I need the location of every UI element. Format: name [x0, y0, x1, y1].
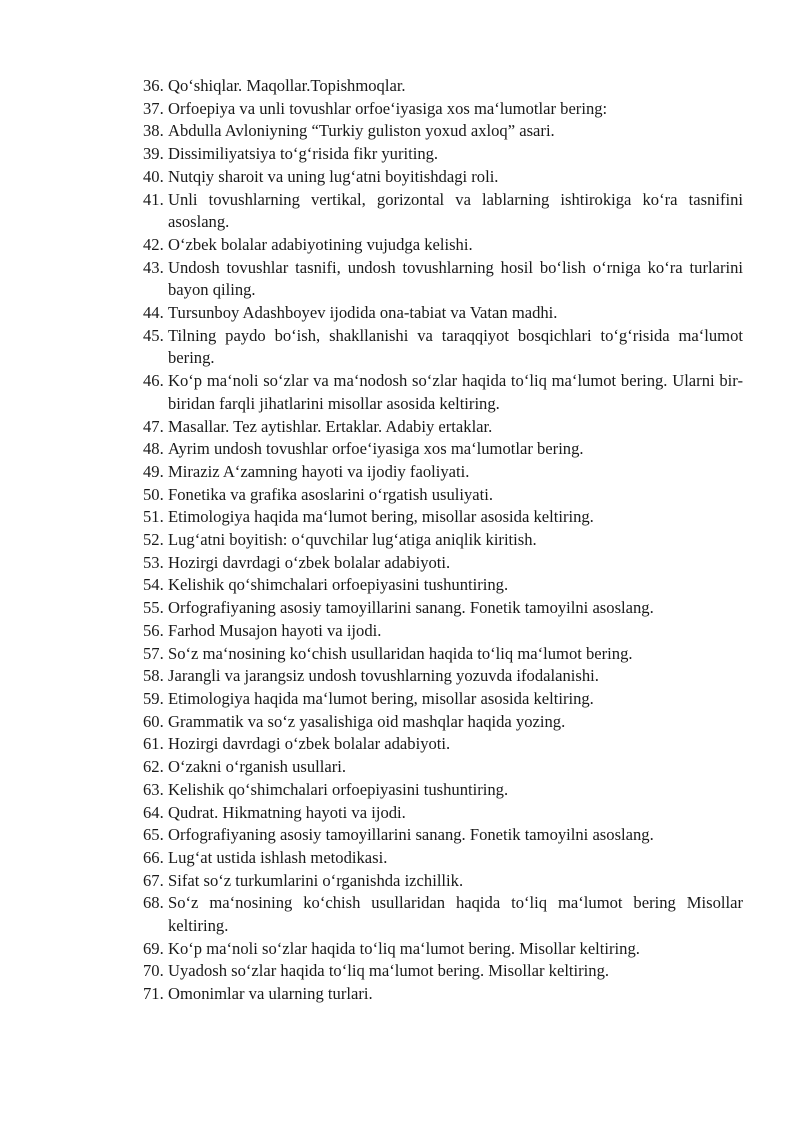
question-number: 65. [143, 825, 164, 845]
question-number: 62. [143, 757, 164, 777]
question-number: 63. [143, 779, 164, 799]
question-number: 54. [143, 575, 164, 595]
question-item [143, 983, 743, 1006]
question-number: 46. [143, 371, 164, 391]
question-item [143, 120, 743, 143]
question-text: Abdulla Avloniyning “Turkiy guliston yoxud axloq” asari. [168, 121, 555, 141]
question-number: 57. [143, 643, 164, 663]
question-item [143, 370, 743, 415]
question-item [143, 665, 743, 688]
question-text: Jarangli va jarangsiz undosh tovushlarning yozuvda ifodalanishi. [168, 666, 599, 686]
question-item [143, 847, 743, 870]
question-number: 52. [143, 530, 164, 550]
question-text: Masallar. Tez aytishlar. Ertaklar. Adabiy ertaklar. [168, 416, 493, 436]
question-item [143, 143, 743, 166]
question-text: Sifat so‘z turkumlarini o‘rganishda izchillik. [168, 870, 464, 890]
question-number: 56. [143, 620, 164, 640]
question-number: 71. [143, 984, 164, 1004]
question-item [143, 75, 743, 98]
question-number: 36. [143, 76, 164, 95]
question-item [143, 960, 743, 983]
question-number: 45. [143, 325, 164, 345]
question-text: Lug‘at ustida ishlash metodikasi. [168, 847, 388, 867]
question-number: 42. [143, 234, 164, 254]
question-item [143, 643, 743, 666]
question-text: Tilning paydo bo‘ish, shakllanishi va taraqqiyot bosqichlari to‘g‘risida ma‘lumot bering. [168, 325, 743, 368]
question-text: Grammatik va so‘z yasalishiga oid mashqlar haqida yozing. [168, 711, 566, 731]
question-number: 41. [143, 189, 164, 209]
question-item [143, 98, 743, 121]
question-item [143, 620, 743, 643]
question-item [143, 802, 743, 825]
question-number: 55. [143, 598, 164, 618]
question-item [143, 416, 743, 439]
question-item [143, 484, 743, 507]
question-item [143, 461, 743, 484]
question-text: Hozirgi davrdagi o‘zbek bolalar adabiyoti. [168, 552, 451, 572]
question-text: Lug‘atni boyitish: o‘quvchilar lug‘atiga aniqlik kiritish. [168, 530, 537, 550]
question-text: Orfoepiya va unli tovushlar orfoe‘iyasiga xos ma‘lumotlar bering: [168, 98, 608, 118]
question-item [143, 870, 743, 893]
question-text: Unli tovushlarning vertikal, gorizontal va lablarning ishtirokiga ko‘ra tasnifini asoslang. [168, 189, 743, 232]
question-number: 69. [143, 938, 164, 958]
question-text: Uyadosh so‘zlar haqida to‘liq ma‘lumot bering. Misollar keltiring. [168, 961, 610, 981]
question-text: O‘zbek bolalar adabiyotining vujudga kelishi. [168, 234, 473, 254]
question-number: 44. [143, 303, 164, 323]
question-item [143, 733, 743, 756]
question-number: 51. [143, 507, 164, 527]
question-number: 40. [143, 166, 164, 186]
question-item [143, 506, 743, 529]
question-text: Ayrim undosh tovushlar orfoe‘iyasiga xos ma‘lumotlar bering. [168, 439, 584, 459]
question-item [143, 779, 743, 802]
question-number: 70. [143, 961, 164, 981]
question-text: O‘zakni o‘rganish usullari. [168, 757, 347, 777]
question-text: Ko‘p ma‘noli so‘zlar va ma‘nodosh so‘zlar haqida to‘liq ma‘lumot bering. Ularni bir-biridan farqli jihatlarini misollar asosida keltiring. [168, 371, 743, 413]
question-item [143, 325, 743, 370]
question-item [143, 756, 743, 779]
question-item [143, 438, 743, 461]
question-item [143, 189, 743, 234]
question-item [143, 597, 743, 620]
question-text: Orfografiyaning asosiy tamoyillarini sanang. Fonetik tamoyilni asoslang. [168, 825, 654, 845]
question-number: 53. [143, 552, 164, 572]
question-item [143, 529, 743, 552]
question-text: So‘z ma‘nosining ko‘chish usullaridan haqida to‘liq ma‘lumot bering Misollar keltiring. [168, 893, 743, 936]
question-number: 39. [143, 144, 164, 164]
question-text: Omonimlar va ularning turlari. [168, 984, 373, 1004]
question-text: Etimologiya haqida ma‘lumot bering, misollar asosida keltiring. [168, 507, 594, 527]
question-number: 37. [143, 98, 164, 118]
question-text: Fonetika va grafika asoslarini o‘rgatish usuliyati. [168, 484, 494, 504]
question-number: 67. [143, 870, 164, 890]
question-item [143, 688, 743, 711]
question-text: Orfografiyaning asosiy tamoyillarini sanang. Fonetik tamoyilni asoslang. [168, 598, 654, 618]
question-item [143, 824, 743, 847]
question-text: Undosh tovushlar tasnifi, undosh tovushlarning hosil bo‘lish o‘rniga ko‘ra turlarini bayon qiling. [168, 257, 743, 300]
question-item [143, 302, 743, 325]
question-number: 50. [143, 484, 164, 504]
question-text: Etimologiya haqida ma‘lumot bering, misollar asosida keltiring. [168, 688, 594, 708]
question-text: Kelishik qo‘shimchalari orfoepiyasini tushuntiring. [168, 575, 509, 595]
question-number: 49. [143, 461, 164, 481]
question-item [143, 711, 743, 734]
question-item [143, 234, 743, 257]
question-number: 66. [143, 847, 164, 867]
question-text: Kelishik qo‘shimchalari orfoepiyasini tushuntiring. [168, 779, 509, 799]
question-item [143, 574, 743, 597]
question-text: Qudrat. Hikmatning hayoti va ijodi. [168, 802, 406, 822]
question-list [143, 75, 743, 1006]
question-text: So‘z ma‘nosining ko‘chish usullaridan haqida to‘liq ma‘lumot bering. [168, 643, 633, 663]
question-text: Hozirgi davrdagi o‘zbek bolalar adabiyoti. [168, 734, 451, 754]
question-item [143, 892, 743, 937]
question-item [143, 552, 743, 575]
question-text: Farhod Musajon hayoti va ijodi. [168, 620, 382, 640]
question-number: 59. [143, 688, 164, 708]
question-number: 58. [143, 666, 164, 686]
question-number: 60. [143, 711, 164, 731]
question-number: 47. [143, 416, 164, 436]
question-text: Qo‘shiqlar. Maqollar.Topishmoqlar. [168, 76, 406, 95]
question-number: 61. [143, 734, 164, 754]
question-item [143, 166, 743, 189]
question-item [143, 938, 743, 961]
question-number: 68. [143, 893, 164, 913]
question-number: 64. [143, 802, 164, 822]
question-text: Miraziz A‘zamning hayoti va ijodiy faoliyati. [168, 461, 470, 481]
question-text: Dissimiliyatsiya to‘g‘risida fikr yuriting. [168, 144, 439, 164]
question-text: Tursunboy Adashboyev ijodida ona-tabiat va Vatan madhi. [168, 303, 558, 323]
question-number: 38. [143, 121, 164, 141]
question-text: Nutqiy sharoit va uning lug‘atni boyitishdagi roli. [168, 166, 499, 186]
question-number: 48. [143, 439, 164, 459]
question-item [143, 257, 743, 302]
question-text: Ko‘p ma‘noli so‘zlar haqida to‘liq ma‘lumot bering. Misollar keltiring. [168, 938, 640, 958]
question-number: 43. [143, 257, 164, 277]
